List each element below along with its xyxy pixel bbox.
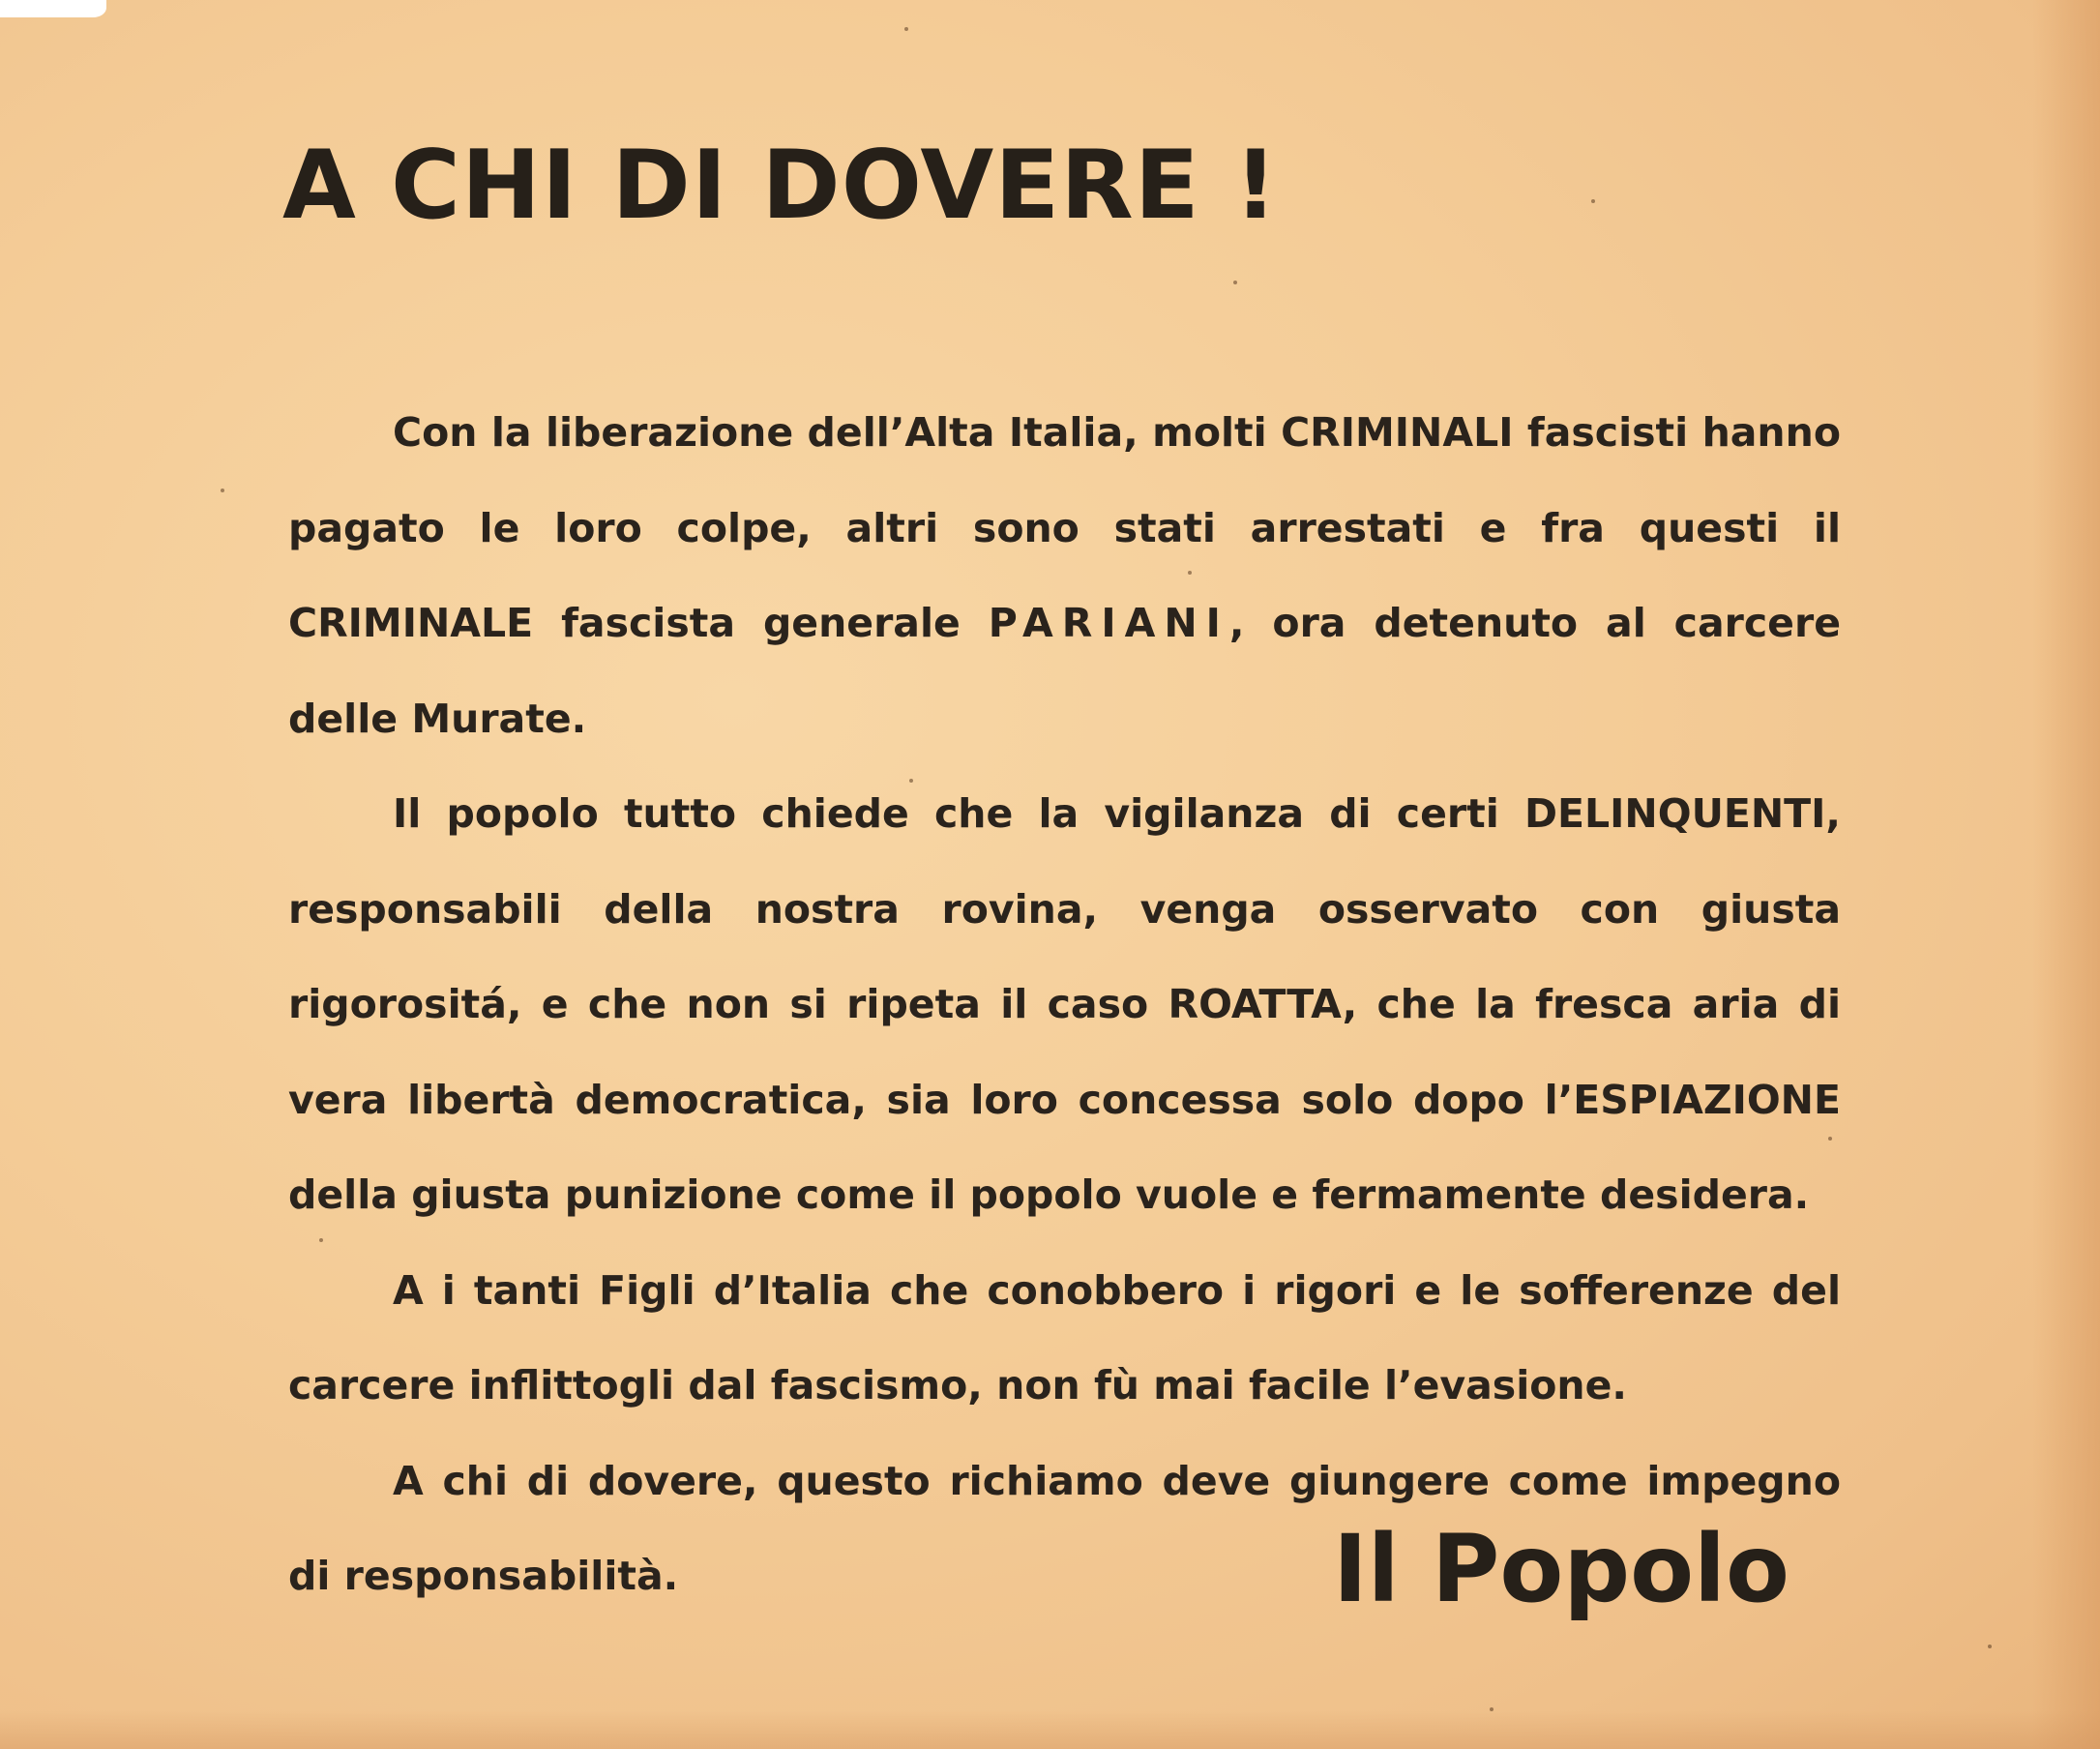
- signature: Il Popolo: [1333, 1515, 1789, 1623]
- poster-title: A CHI DI DOVERE !: [282, 131, 1279, 241]
- paper-speck: [1591, 199, 1595, 203]
- paragraph-text: fascista generale: [533, 600, 989, 646]
- paragraph-2: [288, 766, 1841, 1243]
- paper-speck: [904, 27, 908, 31]
- paragraph-text: della giusta punizione come il popolo vuole e fermamente desidera.: [288, 1171, 1810, 1218]
- paper-speck: [221, 489, 224, 492]
- emphasis-roatta: ROATTA: [1168, 981, 1343, 1027]
- paragraph-text: Il popolo tutto chiede che la vigilanza di certi: [393, 790, 1524, 837]
- paragraph-text: Con la liberazione dell’Alta Italia, molti: [393, 409, 1282, 456]
- paragraph-3: A i tanti Figli d’Italia che conobbero i rigori e le sofferenze del carcere inflittogli dal fascismo, non fù mai facile l’evasione.: [288, 1266, 1841, 1408]
- paragraph-text: , responsabili della nostra rovina, venga osservato con giusta rigorositá, e che non si ripeta il caso: [288, 790, 1841, 1027]
- emphasis-criminale: CRIMINALE: [288, 600, 534, 646]
- paper-edge-shadow-bottom: [0, 1710, 2100, 1749]
- torn-corner: [0, 0, 106, 17]
- paper-edge-shadow-right: [2032, 0, 2100, 1749]
- paper-speck: [1988, 1645, 1992, 1648]
- poster-body: [288, 385, 1841, 1624]
- emphasis-criminali: CRIMINALI: [1281, 409, 1514, 456]
- paragraph-1: [288, 385, 1841, 766]
- paragraph-4: A chi di dovere, questo richiamo deve giungere come impegno di responsabilità.: [288, 1457, 1841, 1599]
- emphasis-pariani: PARIANI: [988, 600, 1229, 646]
- paragraph-text: , che la fresca aria di vera libertà democratica, sia loro concessa solo dopo: [288, 981, 1842, 1123]
- emphasis-espiazione: l’ESPIAZIONE: [1544, 1076, 1841, 1123]
- paper-speck: [1233, 281, 1237, 284]
- paragraph-text: , ora detenuto al carcere delle Murate.: [288, 600, 1841, 742]
- paper-speck: [1490, 1707, 1494, 1711]
- emphasis-delinquenti: DELINQUENTI: [1523, 790, 1826, 837]
- paragraph-text: fascisti hanno pagato le loro colpe, altri sono stati arrestati e fra questi il: [288, 409, 1841, 551]
